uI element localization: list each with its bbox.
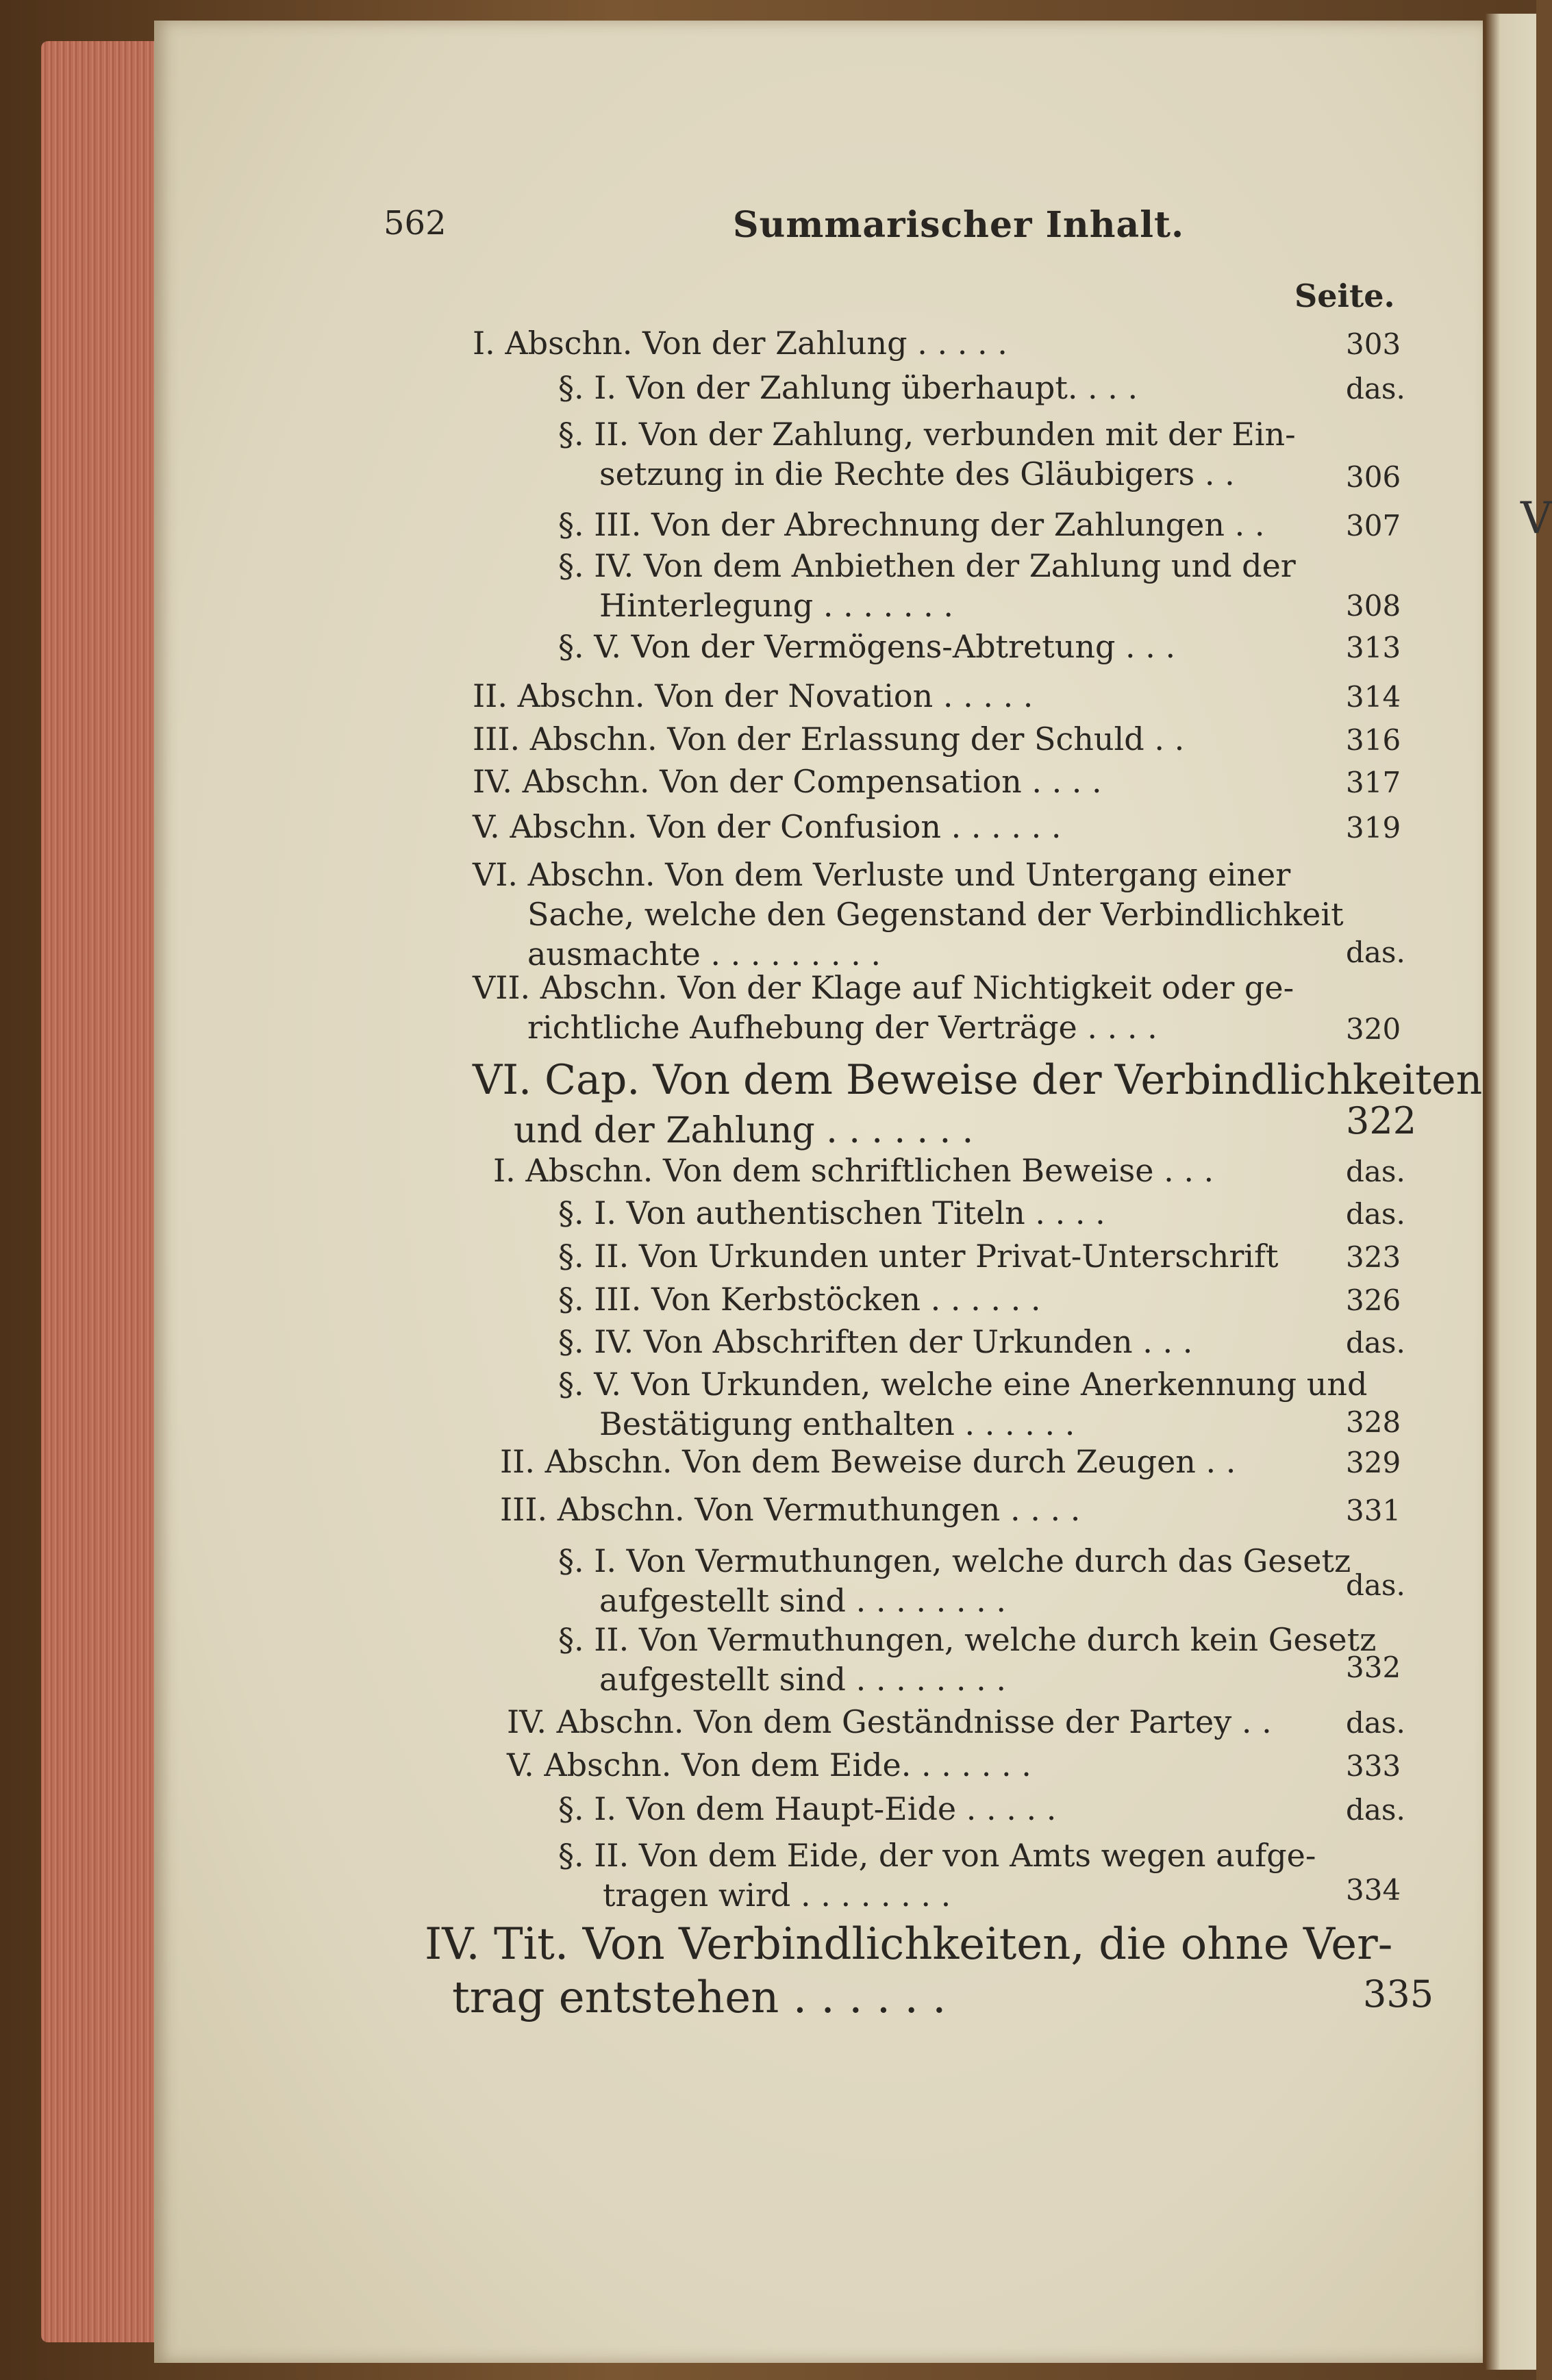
toc-line: Sache, welche den Gegenstand der Verbindlichkeit: [527, 896, 1344, 933]
toc-page-ref: 323: [1346, 1240, 1401, 1274]
toc-page-ref: 313: [1346, 631, 1401, 664]
toc-chapter-entry: [473, 1055, 1482, 1156]
toc-page-ref: 306: [1346, 460, 1401, 494]
toc-line: §. IV. Von dem Anbiethen der Zahlung und der: [558, 547, 1296, 584]
toc-entry: [558, 1279, 1040, 1319]
toc-entry: [473, 323, 1007, 363]
toc-page-ref: 326: [1346, 1283, 1401, 1317]
toc-line: §. II. Von Vermuthungen, welche durch kein Gesetz: [558, 1621, 1377, 1658]
toc-line: II. Abschn. Von dem Beweise durch Zeugen . .: [500, 1443, 1236, 1480]
toc-entry: [558, 1322, 1192, 1362]
toc-line: aufgestellt sind . . . . . . . .: [599, 1582, 1006, 1619]
toc-line: ausmachte . . . . . . . . .: [527, 936, 881, 973]
toc-page-ref: 303: [1346, 327, 1401, 361]
toc-page-ref: 307: [1346, 509, 1401, 542]
toc-page-ref: das.: [1346, 1326, 1405, 1360]
toc-entry: [558, 1836, 1316, 1915]
toc-line: trag entstehen . . . . . .: [452, 1972, 947, 2023]
toc-page-ref: 334: [1346, 1873, 1401, 1907]
toc-line: VII. Abschn. Von der Klage auf Nichtigkeit oder ge-: [473, 969, 1294, 1006]
toc-line: §. III. Von der Abrechnung der Zahlungen . .: [558, 506, 1265, 543]
toc-page-ref: 319: [1346, 811, 1401, 844]
toc-page-ref: 331: [1346, 1494, 1401, 1527]
toc-line: II. Abschn. Von der Novation . . . . .: [473, 677, 1034, 714]
toc-page-ref: das.: [1346, 1793, 1405, 1827]
page-column-header: Seite.: [1294, 277, 1395, 314]
toc-entry: [473, 762, 1102, 801]
toc-line: §. V. Von der Vermögens-Abtretung . . .: [558, 628, 1176, 665]
toc-line: I. Abschn. Von der Zahlung . . . . .: [473, 325, 1007, 362]
running-title: Summarischer Inhalt.: [733, 204, 1185, 246]
toc-page-ref: 329: [1346, 1446, 1401, 1479]
toc-entry: [558, 1364, 1367, 1444]
toc-page-ref: 308: [1346, 589, 1401, 623]
toc-line: §. II. Von Urkunden unter Privat-Unterschrift: [558, 1238, 1279, 1275]
toc-line: §. IV. Von Abschriften der Urkunden . . .: [558, 1323, 1193, 1360]
toc-entry: [558, 1236, 1279, 1276]
toc-line: VI. Cap. Von dem Beweise der Verbindlichkeiten: [473, 1056, 1483, 1104]
toc-line: §. II. Von dem Eide, der von Amts wegen aufge-: [558, 1837, 1316, 1874]
toc-page-ref: 333: [1346, 1749, 1401, 1783]
toc-line: tragen wird . . . . . . . .: [603, 1877, 951, 1914]
toc-line: IV. Abschn. Von der Compensation . . . .: [473, 763, 1102, 800]
toc-entry: [558, 1789, 1056, 1829]
toc-page-ref: 316: [1346, 723, 1401, 757]
toc-line: I. Abschn. Von dem schriftlichen Beweise . . .: [493, 1152, 1214, 1189]
toc-line: §. I. Von der Zahlung überhaupt. . . .: [558, 369, 1138, 406]
toc-page-ref: das.: [1346, 1568, 1405, 1602]
page-number: 562: [384, 204, 447, 242]
toc-entry: [558, 1541, 1351, 1620]
toc-page-ref: 322: [1346, 1099, 1417, 1142]
toc-page-ref: 320: [1346, 1012, 1401, 1046]
toc-entry: [558, 505, 1264, 544]
toc-line: VI. Abschn. Von dem Verluste und Untergang einer: [473, 856, 1291, 893]
toc-page-ref: das.: [1346, 936, 1405, 969]
toc-entry: [507, 1745, 1031, 1785]
toc-entry: [473, 676, 1033, 716]
toc-entry: [473, 968, 1294, 1047]
toc-page-ref: 335: [1363, 1972, 1434, 2016]
toc-line: richtliche Aufhebung der Verträge . . . .: [527, 1009, 1157, 1046]
toc-line: III. Abschn. Von Vermuthungen . . . .: [500, 1491, 1081, 1528]
toc-entry: [558, 627, 1175, 666]
toc-page-ref: das.: [1346, 1706, 1405, 1740]
toc-line: IV. Tit. Von Verbindlichkeiten, die ohne Ver-: [425, 1919, 1393, 1970]
toc-line: setzung in die Rechte des Gläubigers . .: [599, 455, 1235, 492]
toc-entry: [500, 1442, 1236, 1481]
toc-line: §. I. Von authentischen Titeln . . . .: [558, 1194, 1105, 1231]
toc-line: III. Abschn. Von der Erlassung der Schuld . .: [473, 721, 1185, 757]
toc-page-ref: 314: [1346, 680, 1401, 714]
toc-line: Bestätigung enthalten . . . . . .: [599, 1405, 1075, 1442]
toc-title-entry: [425, 1918, 1392, 2025]
toc-entry: [493, 1151, 1214, 1190]
toc-entry: [500, 1490, 1080, 1529]
toc-entry: [473, 855, 1344, 974]
toc-line: §. III. Von Kerbstöcken . . . . . .: [558, 1281, 1041, 1318]
toc-entry: [473, 719, 1184, 759]
toc-entry: [558, 1620, 1376, 1699]
toc-page-ref: das.: [1346, 1155, 1405, 1188]
toc-page-ref: das.: [1346, 1197, 1405, 1231]
toc-entry: [558, 368, 1138, 408]
next-page-glyph: V: [1520, 493, 1552, 544]
toc-line: aufgestellt sind . . . . . . . .: [599, 1661, 1006, 1698]
toc-entry: [473, 807, 1061, 847]
toc-entry: [558, 1193, 1105, 1233]
toc-line: V. Abschn. Von dem Eide. . . . . . .: [507, 1746, 1031, 1783]
toc-page-ref: das.: [1346, 372, 1405, 405]
toc-entry: [507, 1702, 1272, 1742]
toc-line: §. I. Von Vermuthungen, welche durch das Gesetz: [558, 1542, 1351, 1579]
toc-line: §. II. Von der Zahlung, verbunden mit der Ein-: [558, 416, 1296, 453]
toc-line: IV. Abschn. Von dem Geständnisse der Partey . .: [507, 1703, 1272, 1740]
toc-page-ref: 317: [1346, 766, 1401, 799]
toc-line: §. I. Von dem Haupt-Eide . . . . .: [558, 1790, 1057, 1827]
toc-entry: [558, 414, 1296, 494]
toc-page-ref: 332: [1346, 1651, 1401, 1684]
toc-line: und der Zahlung . . . . . . .: [514, 1110, 974, 1151]
toc-line: Hinterlegung . . . . . . .: [599, 587, 953, 624]
toc-line: §. V. Von Urkunden, welche eine Anerkennung und: [558, 1366, 1368, 1403]
toc-entry: [558, 546, 1296, 625]
toc-page-ref: 328: [1346, 1405, 1401, 1439]
toc-line: V. Abschn. Von der Confusion . . . . . .: [473, 808, 1062, 845]
